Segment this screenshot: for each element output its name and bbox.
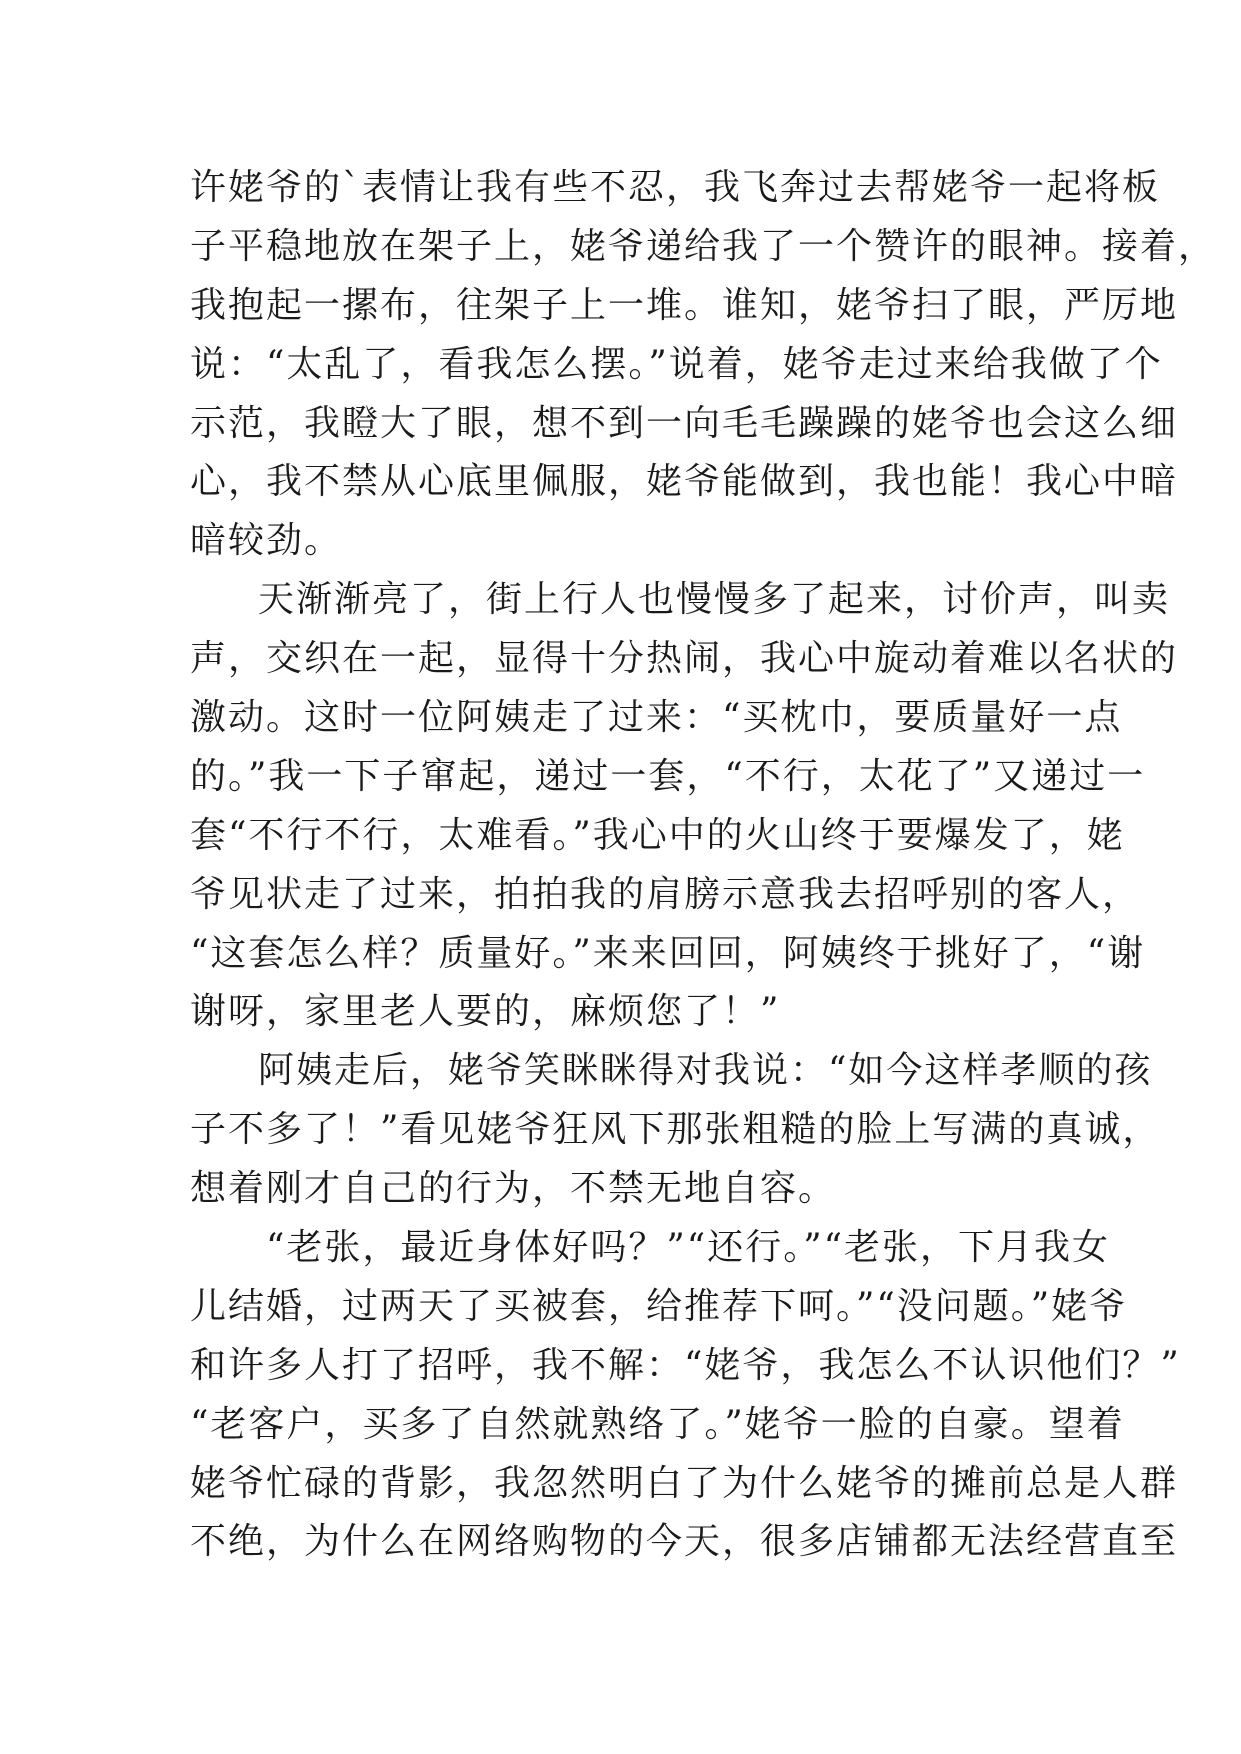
- text-line: 子不多了！”看见姥爷狂风下那张粗糙的脸上写满的真诚，: [190, 1109, 1161, 1151]
- text-line: 套“不行不行，太难看。”我心中的火山终于要爆发了，姥: [190, 814, 1125, 856]
- text-line: 谢呀，家里老人要的，麻烦您了！”: [190, 991, 781, 1033]
- text-line: 儿结婚，过两天了买被套，给推荐下呵。”“没问题。”姥爷: [190, 1285, 1128, 1327]
- text-line: 暗较劲。: [190, 520, 343, 562]
- text-line: 声，交织在一起，显得十分热闹，我心中旋动着难以名状的: [190, 638, 1179, 680]
- text-line: 我抱起一摞布，往架子上一堆。谁知，姥爷扫了眼，严厉地: [190, 284, 1179, 326]
- text-line: 想着刚才自己的行为，不禁无地自容。: [190, 1168, 837, 1210]
- text-line: “这套怎么样？质量好。”来来回回，阿姨终于挑好了，“谢: [190, 932, 1146, 974]
- text-line: 的。”我一下子窜起，递过一套，“不行，太花了”又递过一: [190, 755, 1146, 797]
- text-line: 示范，我瞪大了眼，想不到一向毛毛躁躁的姥爷也会这么细: [190, 402, 1179, 444]
- text-line: 心，我不禁从心底里佩服，姥爷能做到，我也能！我心中暗: [190, 461, 1179, 503]
- text-line: 不绝，为什么在网络购物的今天，很多店铺都无法经营直至: [190, 1521, 1179, 1563]
- document-body: [190, 159, 1217, 1572]
- text-line: “老张，最近身体好吗？”“还行。”“老张，下月我女: [266, 1227, 1111, 1269]
- text-line: 激动。这时一位阿姨走了过来：“买枕巾，要质量好一点: [190, 697, 1123, 739]
- text-line: 和许多人打了招呼，我不解：“姥爷，我怎么不认识他们？”: [190, 1344, 1181, 1386]
- text-line: “老客户，买多了自然就熟络了。”姥爷一脸的自豪。望着: [190, 1403, 1125, 1445]
- text-line: 说：“太乱了，看我怎么摆。”说着，姥爷走过来给我做了个: [190, 343, 1163, 385]
- text-line: 子平稳地放在架子上，姥爷递给我了一个赞许的眼神。接着，: [190, 225, 1217, 267]
- text-line: 爷见状走了过来，拍拍我的肩膀示意我去招呼别的客人，: [190, 873, 1141, 915]
- text-line: 姥爷忙碌的背影，我忽然明白了为什么姥爷的摊前总是人群: [190, 1462, 1179, 1504]
- text-line: 阿姨走后，姥爷笑眯眯得对我说：“如今这样孝顺的孩: [258, 1050, 1153, 1092]
- text-line: 天渐渐亮了，街上行人也慢慢多了起来，讨价声，叫卖: [258, 579, 1171, 621]
- text-line: 许姥爷的`表情让我有些不忍，我飞奔过去帮姥爷一起将板: [190, 167, 1161, 208]
